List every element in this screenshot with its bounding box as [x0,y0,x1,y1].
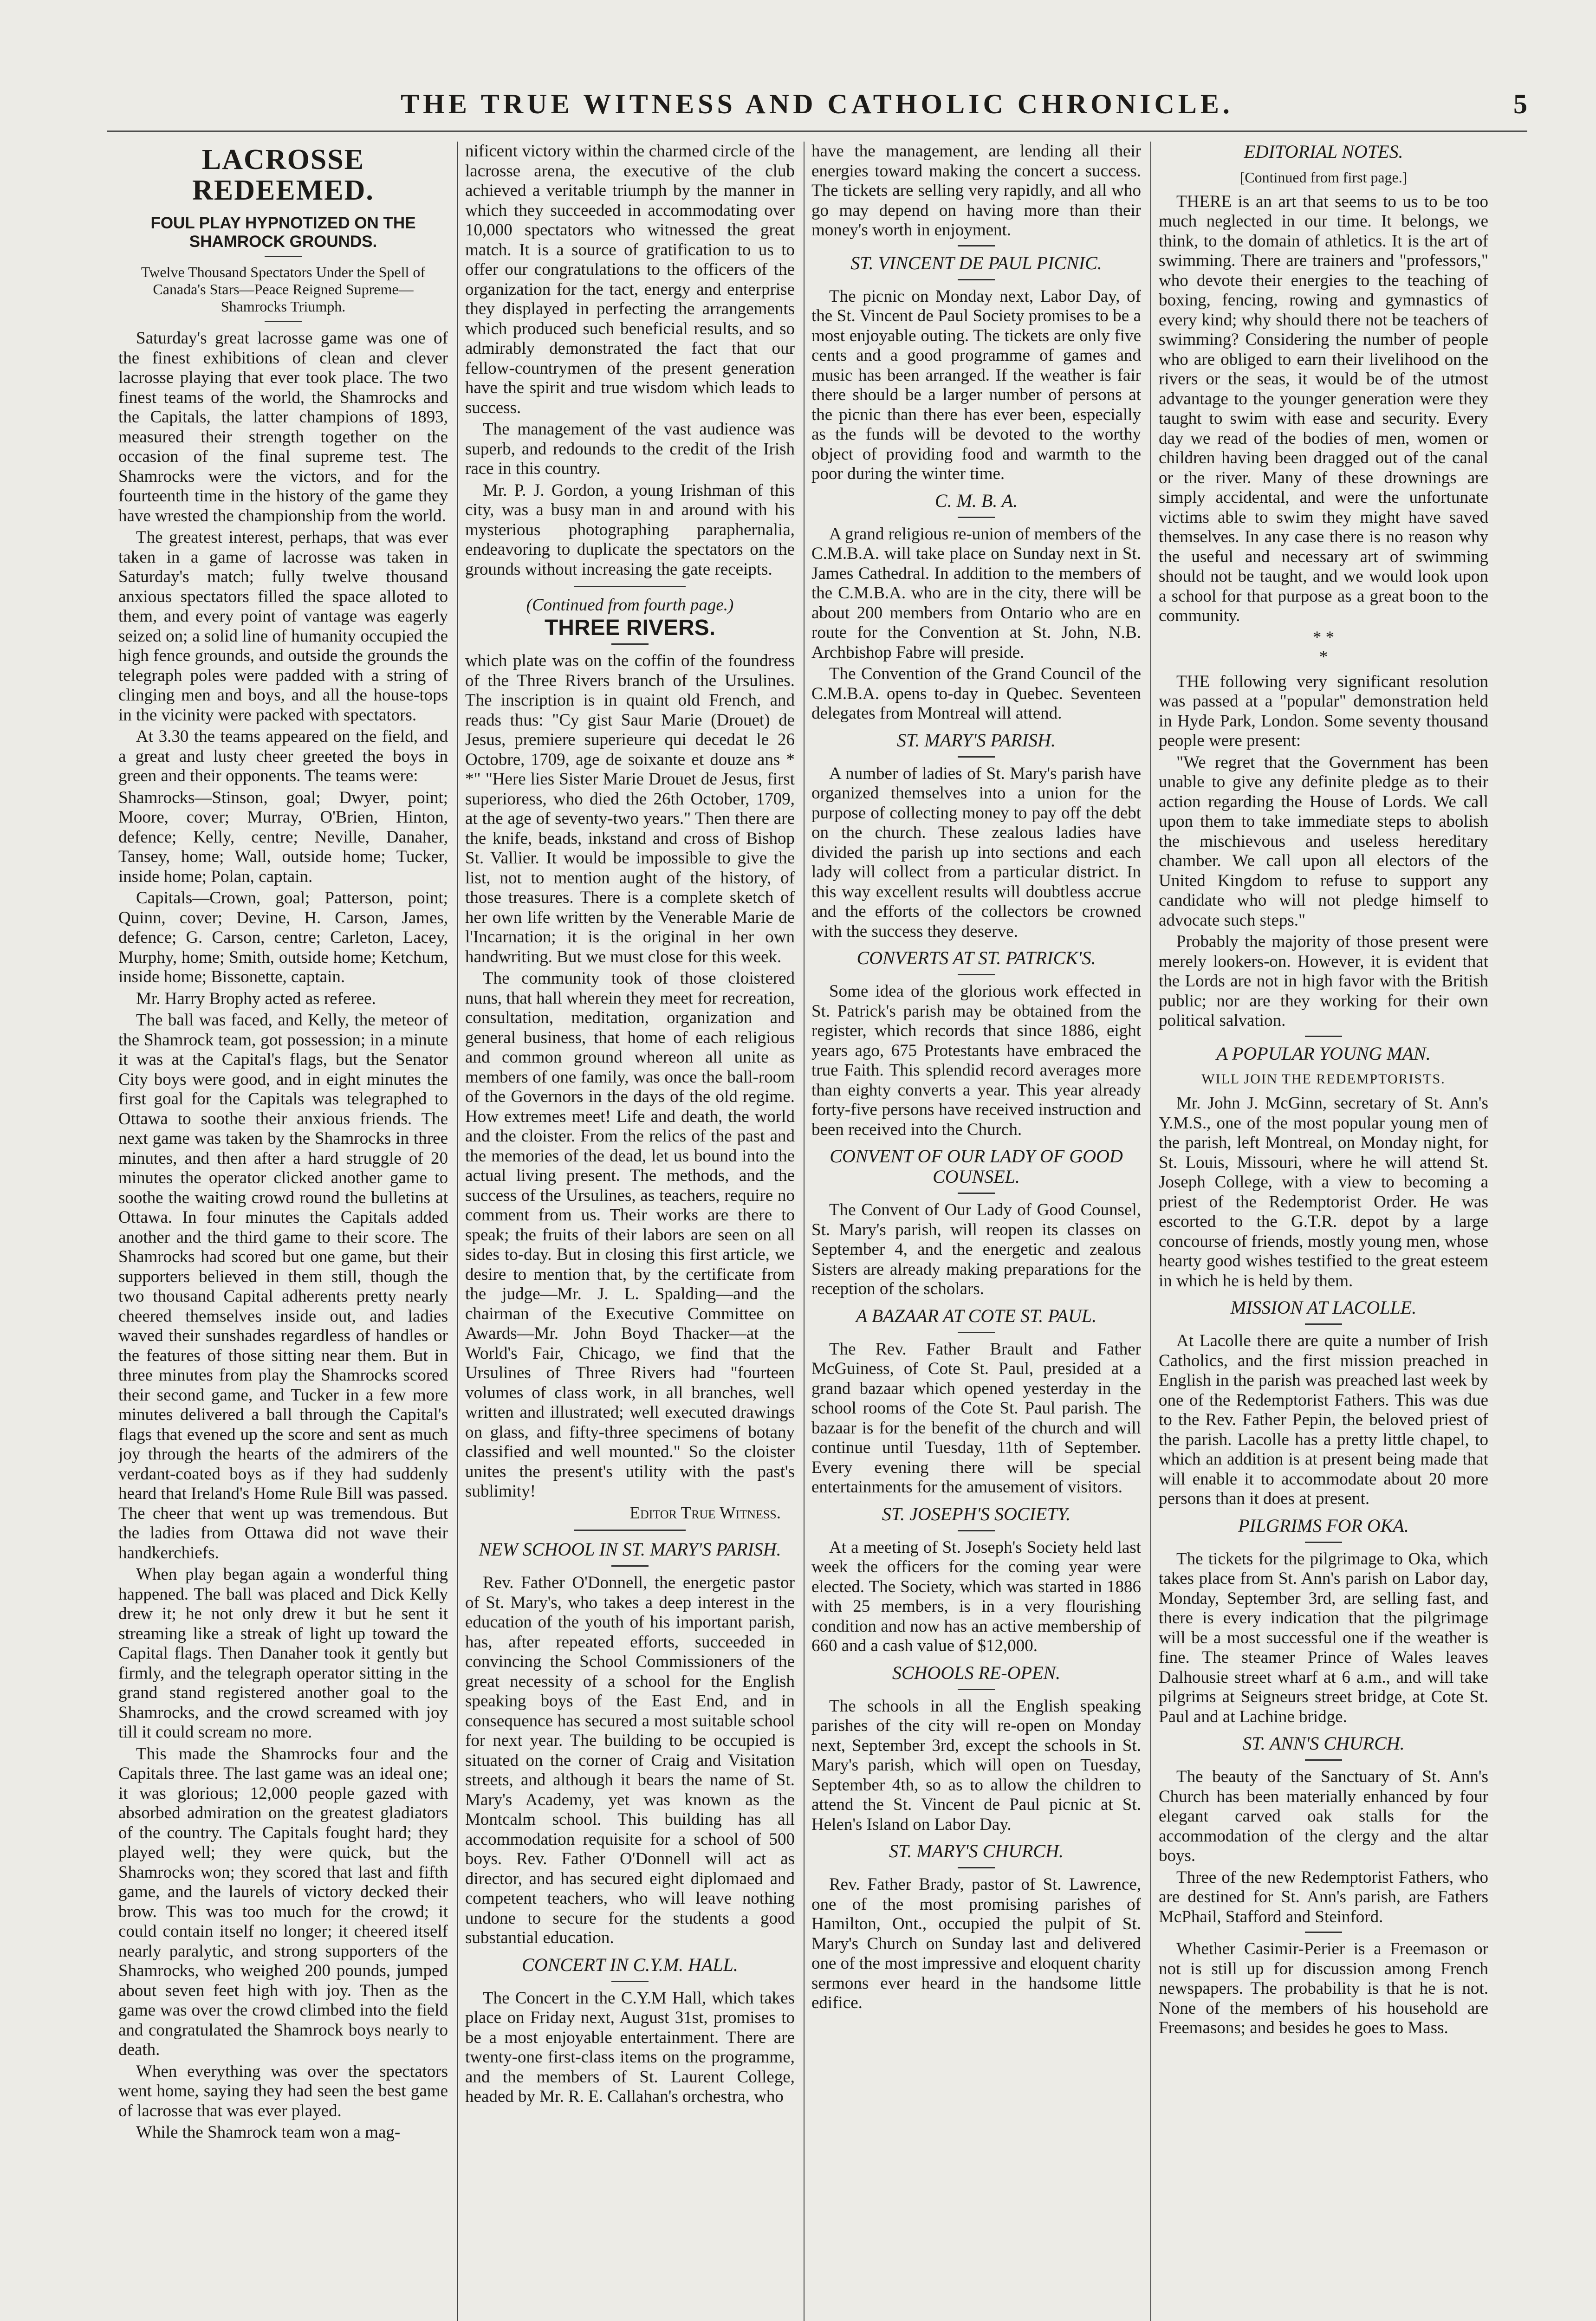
paragraph: At Lacolle there are quite a number of Irish Catholics, and the first mission preached in English in the parish was preached last week by one of the Redemptorist Fathers. This was due to the Rev. Father Pepin, the beloved priest of the parish. Lacolle has a pretty little chapel, to which an addition is at present being made that will enable it to accommodate about 20 more persons than it does at present. [1159,1331,1488,1508]
divider [611,1981,649,1982]
paragraph: Three of the new Redemptorist Fathers, who are destined for St. Ann's parish, are Fathers McPhail, Stafford and Steinford. [1159,1867,1488,1926]
paragraph: While the Shamrock team won a mag- [136,2123,401,2142]
paragraph: nificent victory within the charmed circle of the lacrosse arena, the executive of the club achieved a veritable triumph by the manner in which they succeeded in accommodating over 10,000 spectators who witnessed the great match. It is a source of gratification to us to offer our congratulations to the officers of the organization for the tact, energy and enterprise they displayed in perfecting the arrangements which produced such beneficial results, and so admirably demonstrated the fact that our fellow-countrymen of the present generation have the spirit and true wisdom which leads to success. [465,142,795,417]
paragraph: Probably the majority of those present were merely lookers-on. However, it is evident that the Lords are not in high favor with the British public; nor are they working for their own political salvation. [1159,932,1488,1030]
section-headline: ST. MARY'S PARISH. [897,729,1056,751]
divider [958,1193,995,1194]
paragraph: which plate was on the coffin of the foundress of the Three Rivers branch of the Ursulines. The inscription is in quaint old French, and reads thus: "Cy gist Saur Marie (Drouet) de Jesus, premiere superieure qui decedat le 26 Octobre, 1709, age de soixante et douze ans * *" "Here lies Sister Marie Drouet de Jesus, first superioress, who died the 26th October, 1709, at the age of seventy-two years." Then there are the knife, beads, inkstand and cross of Bishop St. Vallier. It would be impossible to give the list, not to mention aught of the history, of those treasures. There is a complete sketch of her own life written by the Venerable Marie de l'Incarnation; it is the original in her own handwriting. But we must close for this week. [465,651,795,966]
section-headline: ST. ANN'S CHURCH. [1242,1733,1405,1754]
divider [265,321,302,322]
paragraph: Some idea of the glorious work effected in St. Patrick's parish may be obtained from the register, which records that since 1886, eight years ago, 675 Protestants have embraced the true Faith. This splendid record averages more than eighty converts a year. This year already forty-five persons have received instruction and been received into the Church. [811,982,1141,1139]
paragraph: Whether Casimir-Perier is a Freemason or not is still up for discussion among French newspapers. The probability is that he is not. None of the members of his household are Freemasons; and besides he goes to Mass. [1159,1939,1488,2037]
section-headline: CONCERT IN C.Y.M. HALL. [522,1954,738,1975]
divider [958,756,995,758]
section-headline: THREE RIVERS. [544,615,716,640]
divider [958,1530,995,1531]
article-headline: LACROSSE REDEEMED. [192,144,374,206]
paragraph: A grand religious re-union of members of the C.M.B.A. will take place on Sunday next in St. James Cathedral. In addition to the members of the C.M.B.A. who are in the city, there will be about 200 members from Ontario who are en route for the Convention at St. John, N.B. Archbishop Fabre will preside. [811,524,1141,662]
divider [958,974,995,975]
section-headline: ST. VINCENT DE PAUL PICNIC. [850,252,1102,273]
section-headline: A POPULAR YOUNG MAN. [1216,1043,1431,1064]
article-deck: Twelve Thousand Spectators Under the Spell of Canada's Stars—Peace Reigned Supreme—Shamrocks Triumph. [141,264,426,315]
continued-note: (Continued from fourth page.) [526,596,734,615]
section-headline: CONVENT OF OUR LADY OF GOOD COUNSEL. [830,1146,1123,1187]
paragraph: The Convention of the Grand Council of the C.M.B.A. opens to-day in Quebec. Seventeen delegates from Montreal will attend. [811,664,1141,723]
paragraph: Mr. John J. McGinn, secretary of St. Ann's Y.M.S., one of the most popular young men of the parish, left Montreal, on Monday night, for St. Louis, Missouri, where he will attend St. Joseph College, with a view to becoming a priest of the Redemptorist Order. He was escorted to the G.T.R. depot by a large concourse of friends, mostly young men, whose hearty good wishes testified to the great esteem in which he is held by them. [1159,1094,1488,1290]
paragraph: THERE is an art that seems to us to be too much neglected in our time. It belongs, we think, to the domain of athletics. It is the art of swimming. There are trainers and "professors," who devote their energies to the teaching of boxing, fencing, rowing and gymnastics of every kind; why should there not be teachers of swimming? Considering the number of people who are obliged to earn their livelihood on the rivers or the seas, it would be of the utmost advantage to the younger generation were they taught to swim with ease and security. Every day we read of the bodies of men, women or children having been dragged out of the canal or the river. Many of these drownings are simply accidental, and were the unfortunate victims able to swim they might have saved themselves. In any case there is no reason why the useful and necessary art of swimming should not be taught, and we would look upon a school for that purpose as a great boon to the community. [1159,192,1488,625]
column-rule [457,142,458,2321]
divider [611,643,649,645]
asterism: * * * [1312,628,1335,667]
paragraph: The beauty of the Sanctuary of St. Ann's Church has been materially enhanced by four elegant carved oak stalls for the accommodation of the clergy and the altar boys. [1159,1767,1488,1865]
divider [1305,1932,1342,1933]
paragraph: The tickets for the pilgrimage to Oka, which takes place from St. Ann's parish on Labor day, Monday, September 3rd, are selling fast, and there is every indication that the pilgrimage will be a most successful one if the weather is fine. The steamer Prince of Wales leaves Dalhousie street wharf at 6 a.m., and will take pilgrims at Seigneurs street bridge, at Cote St. Paul and at Lachine bridge. [1159,1549,1488,1726]
block-quote [1159,753,1488,931]
section-headline: NEW SCHOOL IN ST. MARY'S PARISH. [479,1539,781,1560]
article-subhead: FOUL PLAY HYPNOTIZED ON THE SHAMROCK GROUNDS. [150,214,416,251]
quote-text: "We regret that the Government has been unable to give any definite pledge as to their action regarding the House of Lords. We call upon them to take immediate steps to abolish the mischievous and useless hereditary chamber. We call upon all electors of the United Kingdom to refuse to support any candidate who will not pledge himself to advocate such steps." [1159,752,1488,930]
divider [958,1867,995,1868]
paragraph: THE following very significant resolution was passed at a "popular" demonstration held in Hyde Park, London. Some seventy thousand people were present: [1159,672,1488,750]
divider [1305,1036,1342,1037]
paragraph: Rev. Father Brady, pastor of St. Lawrence, one of the most promising parishes of Hamilton, Ont., occupied the pulpit of St. Mary's Church on Sunday last and delivered one of the most impressive and eloquent charity sermons ever heard in the handsome little edifice. [811,1875,1141,2012]
section-headline: PILGRIMS FOR OKA. [1238,1515,1409,1536]
paragraph: Mr. P. J. Gordon, a young Irishman of this city, was a busy man in and around with his mysterious photographing paraphernalia, endeavoring to duplicate the spectators on the grounds without increasing the gate receipts. [465,480,795,579]
column-3 [811,142,1141,2321]
paragraph: have the management, are lending all their energies toward making the concert a success. The tickets are selling very rapidly, and all who go may depend on having more than their money's worth in enjoyment. [811,142,1141,240]
section-headline: CONVERTS AT ST. PATRICK'S. [856,947,1096,968]
paragraph: When everything was over the spectators went home, saying they had seen the best game of lacrosse that was ever played. [118,2062,448,2120]
divider [958,1332,995,1333]
section-headline: C. M. B. A. [934,490,1018,511]
divider [958,245,995,246]
divider [265,256,302,257]
masthead [107,79,1527,132]
paragraph: The community took of those cloistered nuns, that hall wherein they meet for recreation, consultation, meditation, organization and general business, that home of each religious and common ground whereon all unite as members of one family, was once the ball-room of the Governors in the days of the old regime. How extremes meet! Life and death, the world and the cloister. From the relics of the past and the memories of the dead, let us bound into the actual living present. The methods, and the success of the Ursulines, as teachers, require no comment from us. Their works are there to speak; the fruits of their labors are seen on all sides to-day. But in closing this first article, we desire to mention that, by the certificate from the judge—Mr. J. L. Spalding—and the chairman of the Executive Committee on Awards—Mr. John Boyd Thacker—at the World's Fair, Chicago, we find that the Ursulines of Three Rivers had "fourteen volumes of class work, in all branches, well written and illustrated; well executed drawings on glass, and fifty-three specimens of botany classified and well mounted." So the cloister unites the present's utility with the past's sublimity! [465,969,795,1501]
team-list: Shamrocks—Stinson, goal; Dwyer, point; Moore, cover; Murray, O'Brien, Hinton, defence; Kelly, centre; Neville, Danaher, Tansey, home; Wall, outside home; Tucker, inside home; Polan, captain. [118,788,448,886]
paragraph: A number of ladies of St. Mary's parish have organized themselves into a union for the purpose of collecting money to pay off the debt on the church. These zealous ladies have divided the parish up into sections and each lady will collect from a particular district. In this way excellent results will doubtless accrue and the efforts of the collectors be crowned with the success they deserve. [811,764,1141,941]
divider [958,279,995,280]
column-rule [1150,142,1151,2321]
masthead-title: THE TRUE WITNESS AND CATHOLIC CHRONICLE. [401,89,1233,119]
divider [1305,1323,1342,1325]
paragraph: The greatest interest, perhaps, that was ever taken in a game of lacrosse was taken in Saturday's match; fully twelve thousand anxious spectators filled the space alloted to them, and every point of vantage was eagerly seized on; a solid line of humanity occupied the high fence grounds, and outside the grounds the telegraph poles were padded with a string of clinging men and boys, and all the house-tops in the vicinity were packed with spectators. [118,528,448,725]
section-headline: SCHOOLS RE-OPEN. [892,1662,1061,1683]
section-headline: EDITORIAL NOTES. [1244,142,1403,162]
paragraph: The ball was faced, and Kelly, the meteor of the Shamrock team, got possession; in a minute it was at the Capital's flags, but the Senator City boys were good, and in eight minutes the first goal for the Capitals was telegraphed to Ottawa to soothe their anxious friends. The next game was taken by the Shamrocks in three minutes, and then after a hard struggle of 20 minutes the operator clicked another game to soothe the waiting crowd round the bulletins at Ottawa. In four minutes the Capitals added another and the third game to their score. The Shamrocks had scored but one game, but their supporters believed in them still, though the two thousand Capital adherents pretty nearly cheered themselves inside out, and ladies waved their sunshades regardless of handles or the features of those sitting near them. But in three minutes from play the Shamrocks scored their second game, and Tucker in a few more minutes delivered a ball through the Capital's flags that evened up the score and sent as much joy through the hearts of the admirers of the verdant-coated boys as if they had suddenly heard that Ireland's Home Rule Bill was passed. The cheer that went up was tremendous. But the ladies from Ottawa did not wave their handkerchiefs. [118,1011,448,1562]
section-headline: MISSION AT LACOLLE. [1230,1297,1417,1318]
divider [958,517,995,518]
team-list: Capitals—Crown, goal; Patterson, point; Quinn, cover; Devine, H. Carson, James, defence; G. Carson, centre; Carleton, Lacey, Murphy, home; Smith, outside home; Ketchum, inside home; Bissonette, captain. [118,888,448,986]
paragraph: Saturday's great lacrosse game was one of the finest exhibitions of clean and clever lacrosse playing that ever took place. The two finest teams of the world, the Shamrocks and the Capitals, the latter champions of 1893, measured their strength together on the occasion of the final supreme test. The Shamrocks were the victors, and for the fourteenth time in the history of the game they have wrested the championship from the world. [118,329,448,525]
paragraph: The Convent of Our Lady of Good Counsel, St. Mary's parish, will reopen its classes on September 4, and the energetic and zealous Sisters are already making preparations for the reception of the scholars. [811,1200,1141,1298]
paragraph: Mr. Harry Brophy acted as referee. [136,989,376,1008]
divider [958,1689,995,1690]
paragraph: At 3.30 the teams appeared on the field, and a great and lusty cheer greeted the boys in green and their opponents. The teams were: [118,727,448,785]
column-2 [465,142,795,2321]
divider [1305,1542,1342,1543]
column-1 [118,142,448,2321]
divider [574,1530,686,1531]
paragraph: The schools in all the English speaking parishes of the city will re-open on Monday next, September 3rd, except the schools in St. Mary's parish, which will open on Tuesday, September 4th, so as to allow the children to attend the St. Vincent de Paul picnic at St. Helen's Island on Labor Day. [811,1696,1141,1834]
paragraph: The management of the vast audience was superb, and redounds to the credit of the Irish race in this country. [465,420,795,478]
divider [611,1565,649,1567]
paragraph: When play began again a wonderful thing happened. The ball was placed and Dick Kelly drew it; he not only drew it but he sent it streaming like a streak of light up toward the Capital flags. Then Danaher took it gently but firmly, and the telegraph operator sitting in the grand stand registered another goal to the Shamrocks, and the crowd screamed with joy till it could scream no more. [118,1565,448,1742]
section-headline: A BAZAAR AT COTE ST. PAUL. [856,1305,1097,1326]
section-headline: ST. JOSEPH'S SOCIETY. [882,1503,1071,1524]
paragraph: The picnic on Monday next, Labor Day, of the St. Vincent de Paul Society promises to be a most enjoyable outing. The tickets are only five cents and a good programme of games and music has been arranged. If the weather is fair there should be a larger number of persons at the picnic than there has ever been, especially as the funds will be devoted to the worthy object of providing food and warmth to the poor during the winter time. [811,286,1141,483]
column-4 [1159,142,1488,2321]
section-subhead: WILL JOIN THE REDEMPTORISTS. [1201,1071,1446,1087]
paragraph: The Concert in the C.Y.M Hall, which takes place on Friday next, August 31st, promises to be a most enjoyable entertainment. There are twenty-one first-class items on the programme, and the members of St. Laurent College, headed by Mr. R. E. Callahan's orchestra, who [465,1988,795,2106]
continued-note: [Continued from first page.] [1239,169,1408,186]
page-number: 5 [1513,89,1527,119]
paragraph: At a meeting of St. Joseph's Society held last week the officers for the coming year were elected. The Society, which was started in 1886 with 25 members, is in a very flourishing condition and now has an active membership of 660 and a cash value of $12,000. [811,1537,1141,1655]
signature: Editor True Witness. [629,1503,781,1523]
section-headline: ST. MARY'S CHURCH. [889,1841,1064,1861]
paragraph: This made the Shamrocks four and the Capitals three. The last game was an ideal one; it was glorious; 12,000 people gazed with absorbed admiration on the greatest gladiators of the country. The Capitals fought hard; they played well; they were quick, but the Shamrocks won; they scored that last and fifth game, and the laurels of victory decked their brow. This was too much for the crowd; it could contain itself no longer; it cheered itself nearly paralytic, and strong supporters of the Shamrocks, who weighed 200 pounds, jumped about seven feet high with joy. Then as the game was over the crowd climbed into the field and congratulated the Shamrock boys nearly to death. [118,1744,448,2059]
paragraph: Rev. Father O'Donnell, the energetic pastor of St. Mary's, who takes a deep interest in the education of the youth of his important parish, has, after repeated efforts, succeeded in convincing the School Commissioners of the great necessity of a school for the English speaking boys of the East End, and in consequence has secured a most suitable school for next year. The building to be occupied is situated on the corner of Craig and Visitation streets, and although it bears the name of St. Mary's Academy, yet was known as the Montcalm school. This building has all accommodation requisite for a school of 500 boys. Rev. Father O'Donnell will act as director, and has secured eight diplomaed and competent teachers, who will leave nothing undone to secure for the students a good substantial education. [465,1573,795,1947]
divider [1305,1759,1342,1761]
paragraph: The Rev. Father Brault and Father McGuiness, of Cote St. Paul, presided at a grand bazaar which opened yesterday in the school rooms of the Cote St. Paul parish. The bazaar is for the benefit of the church and will continue until Tuesday, 11th of September. Every evening there will be special entertainments for the amusement of visitors. [811,1339,1141,1497]
divider [574,586,686,587]
